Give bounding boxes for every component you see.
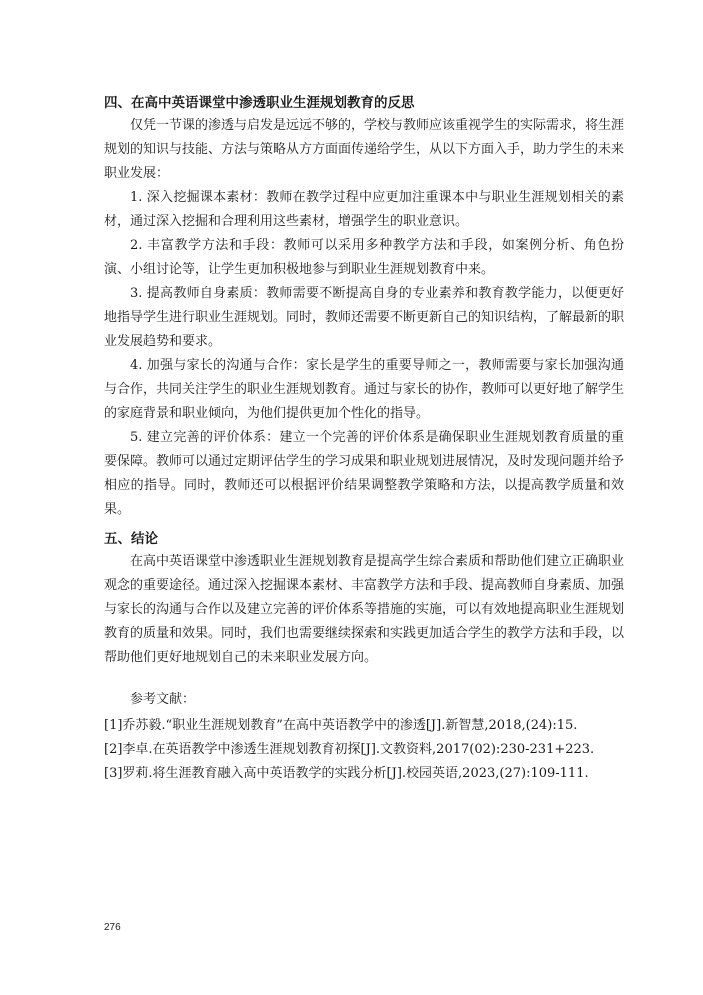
- section-5-heading: 五、结论: [104, 531, 158, 547]
- reference-item-1: [1]乔苏毅.“职业生涯规划教育”在高中英语教学中的渗透[J].新智慧,2018,(24):15.: [104, 718, 578, 733]
- section-4-item-1: 1. 深入挖掘课本素材：教师在教学过程中应更加注重课本中与职业生涯规划相关的素材，通过深入挖掘和合理利用这些素材，增强学生的职业意识。: [104, 190, 624, 229]
- section-4-item-4: 4. 加强与家长的沟通与合作：家长是学生的重要导师之一，教师需要与家长加强沟通与合作，共同关注学生的职业生涯规划教育。通过与家长的协作，教师可以更好地了解学生的家庭背景和职业倾向，为他们提供更加个性化的指导。: [104, 358, 625, 421]
- reference-item-3: [3]罗莉.将生涯教育融入高中英语教学的实践分析[J].校园英语,2023,(27):109-111.: [104, 766, 589, 781]
- references-heading: 参考文献：: [130, 692, 196, 707]
- references-list: [104, 714, 624, 786]
- section-4-heading: 四、在高中英语课堂中渗透职业生涯规划教育的反思: [104, 95, 415, 111]
- reference-item-2: [2]李卓.在英语教学中渗透生涯规划教育初探[J].文教资料,2017(02):230-231+223.: [104, 742, 595, 757]
- section-5-body: 在高中英语课堂中渗透职业生涯规划教育是提高学生综合素质和帮助他们建立正确职业观念的重要途径。通过深入挖掘课本素材、丰富教学方法和手段、提高教师自身素质、加强与家长的沟通与合作以及建立完善的评价体系等措施的实施，可以有效地提高职业生涯规划教育的质量和效果。同时，我们也需要继续探索和实践更加适合学生的教学方法和手段，以帮助他们更好地规划自己的未来职业发展方向。: [104, 554, 625, 665]
- section-4-intro: 仅凭一节课的渗透与启发是远远不够的，学校与教师应该重视学生的实际需求，将生涯规划的知识与技能、方法与策略从方方面面传递给学生，从以下方面入手，助力学生的未来职业发展：: [104, 118, 625, 181]
- section-4-item-3: 3. 提高教师自身素质：教师需要不断提高自身的专业素养和教育教学能力，以便更好地指导学生进行职业生涯规划。同时，教师还需要不断更新自己的知识结构，了解最新的职业发展趋势和要求。: [104, 286, 625, 349]
- page-number: 276: [104, 922, 121, 933]
- page-content: [104, 92, 624, 786]
- section-4-item-2: 2. 丰富教学方法和手段：教师可以采用多种教学方法和手段，如案例分析、角色扮演、小组讨论等，让学生更加积极地参与到职业生涯规划教育中来。: [104, 238, 624, 277]
- section-4-item-5: 5. 建立完善的评价体系：建立一个完善的评价体系是确保职业生涯规划教育质量的重要保障。教师可以通过定期评估学生的学习成果和职业规划进展情况，及时发现问题并给予相应的指导。同时，教师还可以根据评价结果调整教学策略和方法，以提高教学质量和效果。: [104, 430, 625, 517]
